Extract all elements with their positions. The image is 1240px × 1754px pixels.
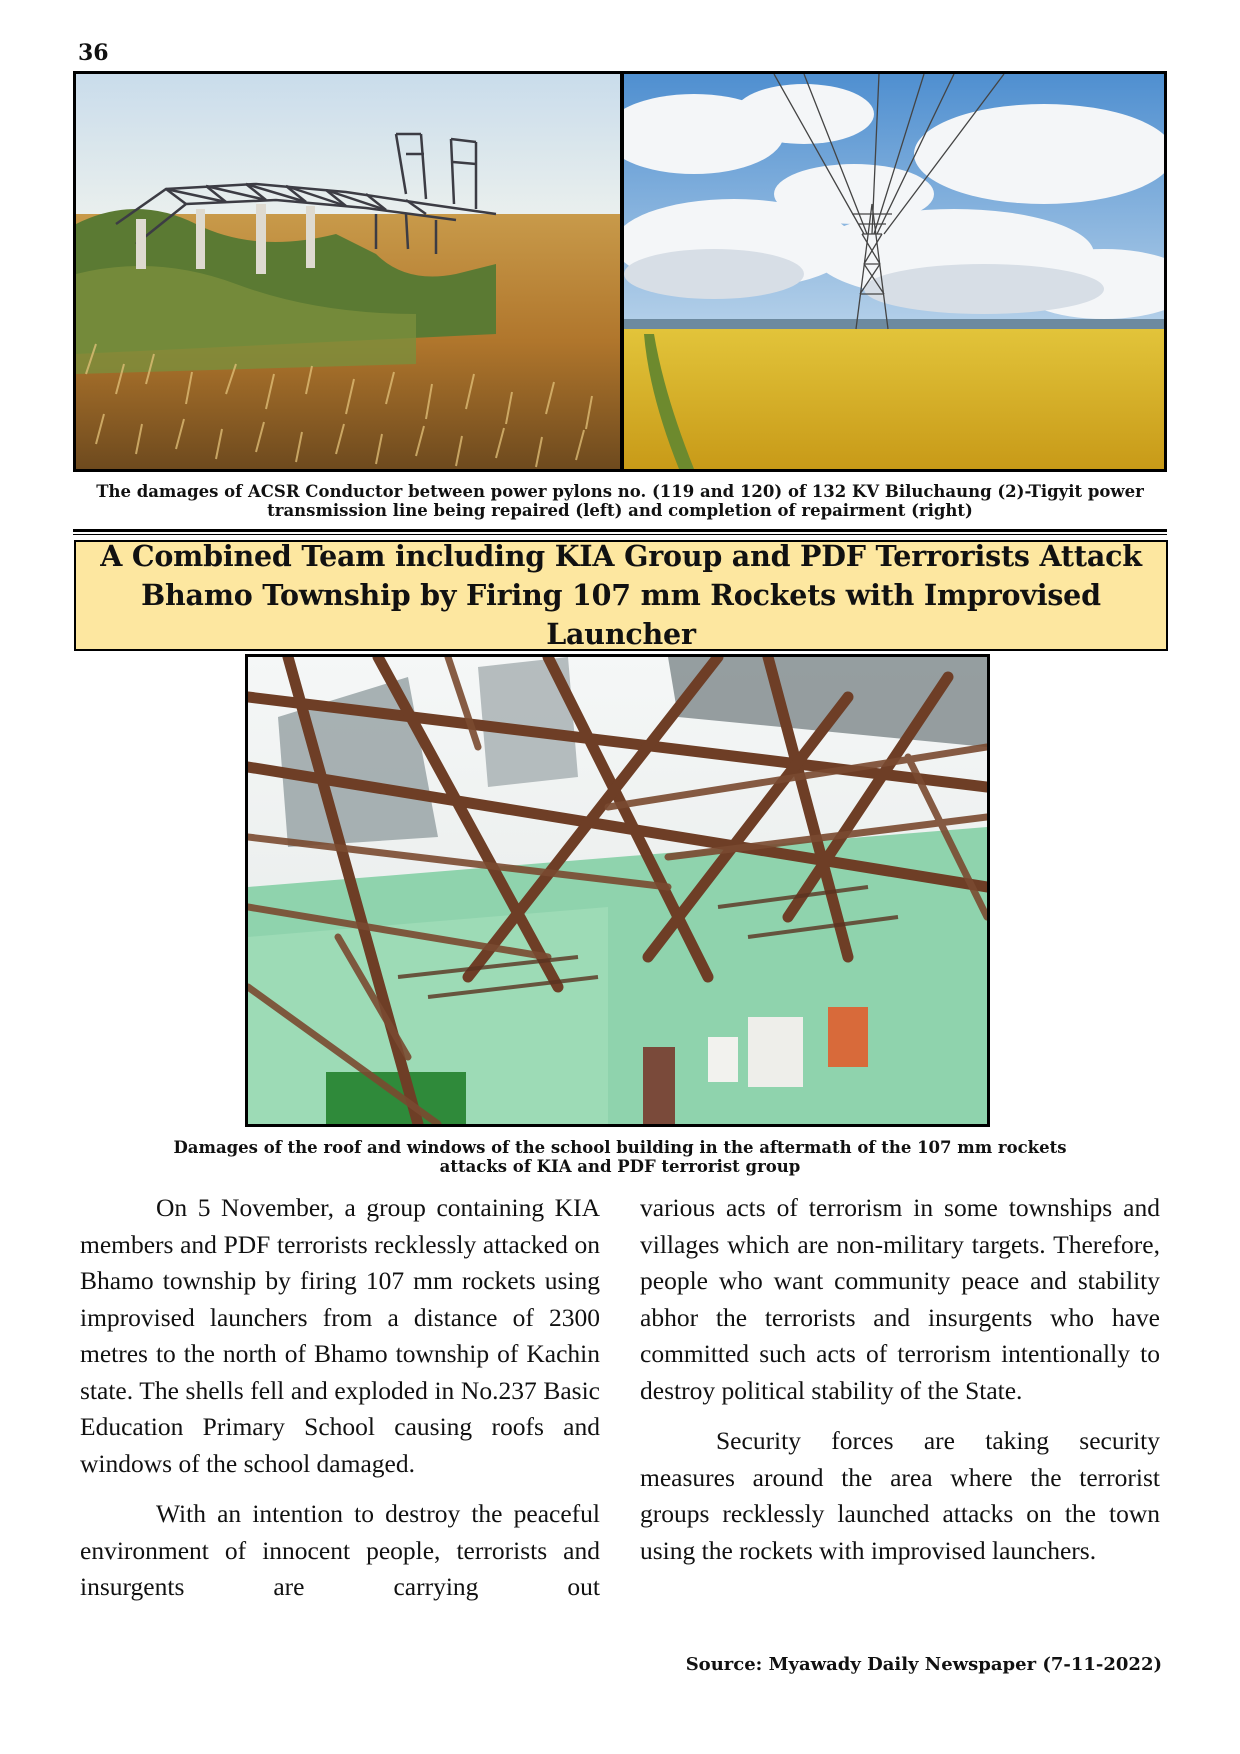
article-headline: A Combined Team including KIA Group and PDF Terrorists Attack Bhamo Township by Firing 107 mm Rockets with Improvised Launcher xyxy=(100,539,1142,651)
article-column-right xyxy=(640,1190,1160,1583)
paragraph-2: With an intention to destroy the peaceful environment of innocent people, terrorists and insurgents are carrying out xyxy=(80,1499,600,1601)
damaged-school-photo xyxy=(245,654,990,1127)
source-credit: Source: Myawady Daily Newspaper (7-11-2022) xyxy=(685,1654,1162,1675)
damaged-pylon-photo xyxy=(76,74,620,469)
section-divider xyxy=(73,529,1167,535)
top-photos-caption: The damages of ACSR Conductor between power pylons no. (119 and 120) of 132 KV Biluchaung (2)-Tigyit power transmission line being repaired (left) and completion of repairment (right) xyxy=(96,482,1144,520)
top-photo-pair xyxy=(73,71,1167,472)
page-number: 36 xyxy=(78,40,109,66)
paragraph-4: Security forces are taking security measures around the area where the terrorist groups recklessly launched attacks on the town using the rockets with improvised launchers. xyxy=(640,1426,1160,1565)
repaired-pylon-photo xyxy=(624,74,1164,469)
school-photo-caption: Damages of the roof and windows of the school building in the aftermath of the 107 mm rockets attacks of KIA and PDF terrorist group xyxy=(173,1138,1067,1176)
paragraph-3: various acts of terrorism in some townships and villages which are non-military targets. Therefore, people who want community peace and stability abhor the terrorists and insurgents who have committed such acts of terrorism intentionally to destroy political stability of the State. xyxy=(640,1193,1160,1405)
paragraph-1: On 5 November, a group containing KIA members and PDF terrorists recklessly attacked on Bhamo township by firing 107 mm rockets using improvised launchers from a distance of 2300 metres to the north of Bhamo township of Kachin state. The shells fell and exploded in No.237 Basic Education Primary School causing roofs and windows of the school damaged. xyxy=(80,1193,600,1478)
article-column-left xyxy=(80,1190,600,1620)
headline-box xyxy=(74,540,1168,651)
